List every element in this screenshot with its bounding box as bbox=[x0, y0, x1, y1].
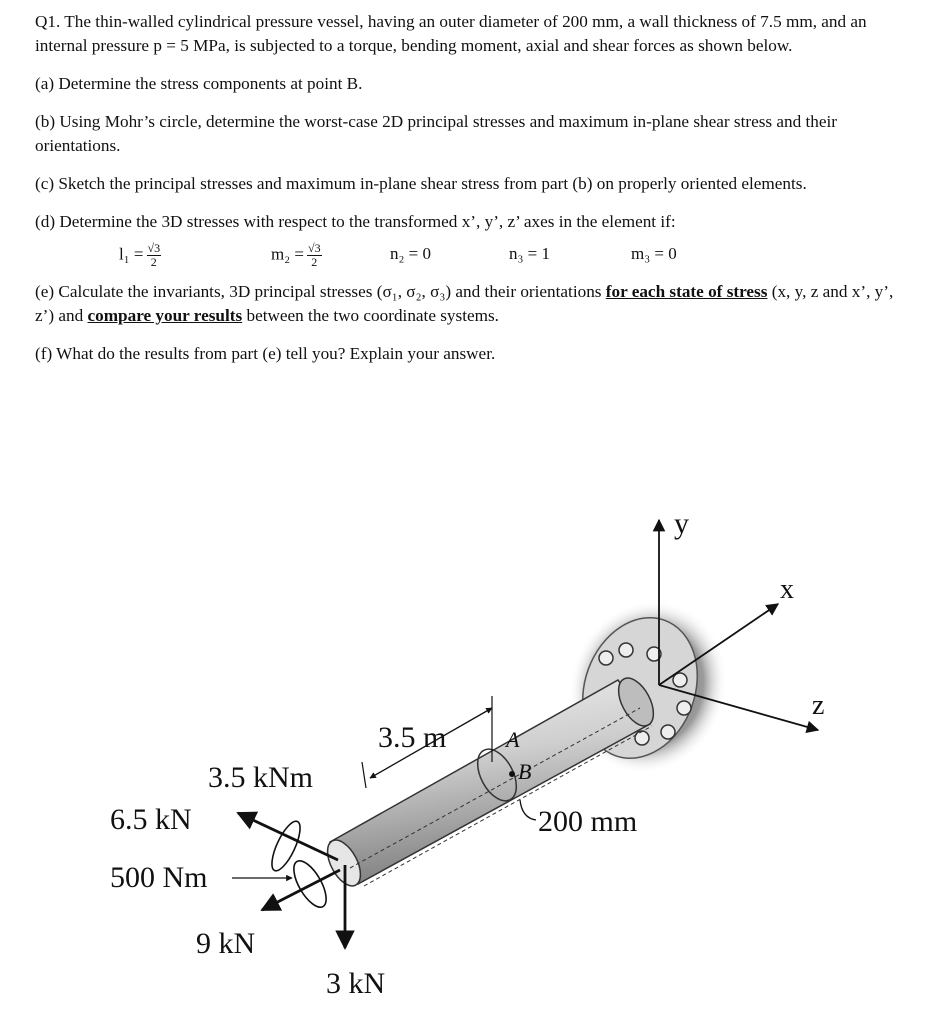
fraction: $\frac{√3}{2}$ bbox=[308, 241, 321, 269]
moment-label: 500 Nm bbox=[110, 861, 208, 894]
axis-y-label: y bbox=[674, 507, 689, 540]
part-e: (e) Calculate the invariants, 3D principal stresses (σ₁, σ₂, σ₃) and their orientations for each state of stress (x, y, z and x’, y’, z’) and compare your results between the two coordinate systems. bbox=[35, 282, 894, 325]
length-ext-left bbox=[362, 762, 366, 788]
point-a-label: A bbox=[506, 727, 520, 752]
cosine-l1: l₁ = $\frac{√3}{2}$ bbox=[119, 241, 161, 269]
cosine-m2: m₂ = $\frac{√3}{2}$ bbox=[271, 241, 321, 269]
axis-z-label: z bbox=[812, 690, 825, 721]
cosine-m3: m₃ = 0 bbox=[631, 244, 677, 263]
axial-force-label: 9 kN bbox=[196, 927, 256, 960]
cosine-n3: n₃ = 1 bbox=[509, 244, 551, 263]
torque-label: 3.5 kNm bbox=[208, 761, 313, 794]
pressure-vessel-figure bbox=[0, 470, 930, 1024]
fraction: $\frac{√3}{2}$ bbox=[147, 241, 161, 269]
direction-cosines bbox=[35, 236, 905, 274]
point-b-label: B bbox=[518, 759, 532, 784]
diameter-leader bbox=[520, 800, 536, 820]
problem-text bbox=[35, 10, 905, 380]
length-label: 3.5 m bbox=[378, 721, 447, 754]
shear-force-arrow bbox=[238, 813, 338, 860]
vertical-force-label: 3 kN bbox=[326, 967, 386, 1000]
emphasis-each-state: for each state of stress bbox=[605, 282, 768, 301]
point-b-marker bbox=[509, 771, 515, 777]
part-f: (f) What do the results from part (e) tell you? Explain your answer. bbox=[35, 344, 496, 363]
pipe-body bbox=[330, 680, 650, 884]
shear-force-label: 6.5 kN bbox=[110, 803, 192, 836]
problem-intro: Q1. The thin-walled cylindrical pressure vessel, having an outer diameter of 200 mm, a wall thickness of 7.5 mm, and an internal pressure p = 5 MPa, is subjected to a torque, bending moment, axial and shear forces as shown below. bbox=[35, 12, 867, 55]
vessel-diagram bbox=[0, 470, 930, 1024]
part-d: (d) Determine the 3D stresses with respect to the transformed x’, y’, z’ axes in the element if: bbox=[35, 212, 676, 231]
part-b: (b) Using Mohr’s circle, determine the worst-case 2D principal stresses and maximum in-plane shear stress and their orientations. bbox=[35, 112, 838, 155]
cosine-n2: n₂ = 0 bbox=[390, 244, 432, 263]
torque-rotation bbox=[266, 818, 305, 875]
part-c: (c) Sketch the principal stresses and maximum in-plane shear stress from part (b) on properly oriented elements. bbox=[35, 174, 807, 193]
diameter-label: 200 mm bbox=[538, 805, 638, 838]
axis-x-label: x bbox=[780, 574, 794, 605]
part-a: (a) Determine the stress components at point B. bbox=[35, 74, 363, 93]
emphasis-compare: compare your results bbox=[87, 306, 243, 325]
